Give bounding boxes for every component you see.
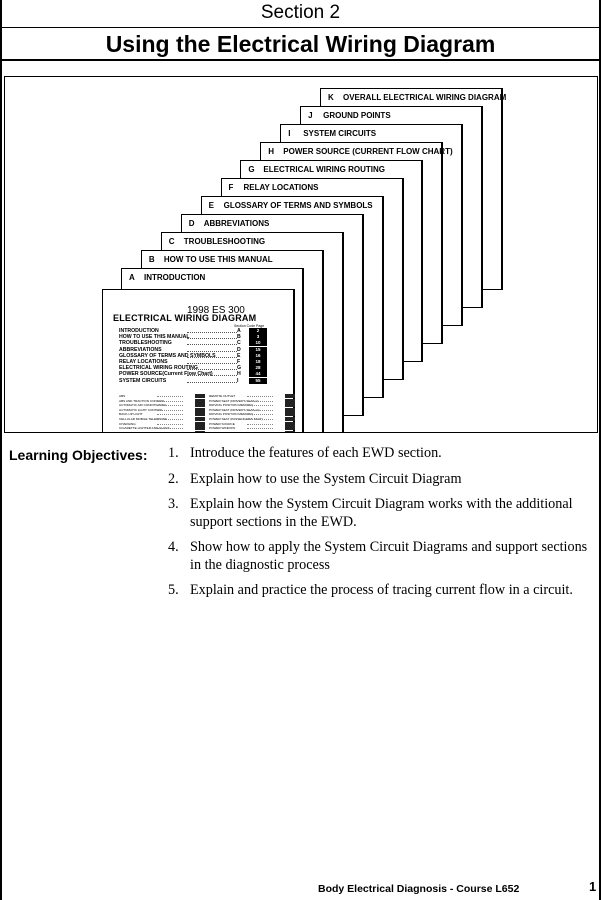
cover-system-row — [119, 426, 205, 430]
cover-system-page-box — [195, 394, 205, 398]
toc-section-letter: D — [237, 346, 241, 353]
cover-system-leader — [247, 419, 273, 420]
section-tab-label: ABBREVIATIONS — [203, 219, 270, 228]
header-rule-thin — [2, 27, 599, 28]
cover-system-page-box — [285, 417, 295, 421]
objective-item — [168, 471, 588, 488]
cover-title: ELECTRICAL WIRING DIAGRAM — [113, 313, 257, 323]
cover-system-page-box — [285, 431, 295, 433]
cover-system-leader — [157, 414, 183, 415]
section-tab-letter: J — [308, 111, 313, 120]
toc-page-number: 28 — [249, 365, 267, 371]
cover-system-page-box — [285, 412, 295, 416]
cover-system-page-box — [195, 403, 205, 407]
cover-system-row — [209, 403, 295, 407]
toc-leader — [187, 363, 237, 364]
cover-system-leader — [247, 414, 273, 415]
objectives-list — [168, 445, 588, 608]
page-title: Using the Electrical Wiring Diagram — [105, 31, 496, 57]
objective-item — [168, 445, 588, 462]
toc-label: POWER SOURCE(Current Flow Chart) — [119, 371, 213, 378]
objective-item — [168, 496, 588, 530]
toc-page-number: 3 — [249, 334, 267, 340]
section-tab-letter: K — [328, 93, 334, 102]
cover-system-page-box — [195, 431, 205, 433]
cover-system-row — [119, 412, 205, 416]
footer-course: Body Electrical Diagnosis - Course L652 — [318, 883, 520, 895]
toc-label: ABBREVIATIONS — [119, 346, 162, 353]
objective-text: Show how to apply the System Circuit Diagrams and support sections in the diagnostic process — [190, 539, 588, 573]
section-label: Section 2 — [260, 2, 341, 23]
cover-system-name: AUTOMATIC AIR CONDITIONING — [119, 403, 167, 408]
cover-system-leader — [157, 419, 183, 420]
cover-system-row — [209, 417, 295, 421]
cover-system-name: CELLULAR MOBILE TELEPHONE — [119, 416, 168, 421]
cover-system-row — [119, 422, 205, 426]
cover-system-name: ABS — [119, 394, 126, 398]
objective-text: Explain how the System Circuit Diagram works with the additional support sections in the EWD. — [190, 496, 573, 530]
toc-leader — [187, 344, 237, 345]
cover-system-row — [209, 408, 295, 412]
toc-leader — [187, 351, 237, 352]
cover-system-name: RADIATOR FAN AND CONDENSER FAN — [209, 430, 267, 433]
cover-system-page-box — [195, 426, 205, 430]
ewd-cover-page — [102, 289, 295, 433]
cover-system-leader — [247, 428, 273, 429]
cover-system-leader — [247, 410, 273, 411]
cover-system-page-box — [195, 412, 205, 416]
cover-system-leader — [247, 401, 273, 402]
cover-column-header: Section Code Page — [234, 324, 265, 328]
toc-page-number: 10 — [249, 340, 267, 346]
objectives-heading: Learning Objectives: — [9, 447, 148, 463]
cover-system-name: POWER SEAT (PASSENGER'S SEAT) — [209, 416, 263, 421]
cover-system-page-box — [285, 426, 295, 430]
section-tab-label: RELAY LOCATIONS — [243, 183, 319, 192]
cover-system-page-box — [195, 408, 205, 412]
cover-system-row — [119, 394, 205, 398]
cover-system-leader — [247, 396, 273, 397]
cover-system-leader — [157, 401, 183, 402]
section-tab-label: INTRODUCTION — [144, 273, 206, 282]
toc-page-number: 15 — [249, 347, 267, 353]
toc-label: SYSTEM CIRCUITS — [119, 377, 167, 384]
toc-section-letter: A — [237, 328, 241, 334]
cover-system-row — [209, 431, 295, 433]
cover-system-row — [119, 399, 205, 403]
toc-label: ELECTRICAL WIRING ROUTING — [119, 365, 198, 372]
section-tab-label: ELECTRICAL WIRING ROUTING — [263, 165, 386, 174]
cover-system-leader — [157, 410, 183, 411]
cover-system-leader — [157, 405, 183, 406]
section-tab-label: HOW TO USE THIS MANUAL — [163, 255, 273, 264]
cover-system-leader — [157, 396, 183, 397]
cover-system-name: CHARGING — [119, 421, 136, 426]
cover-system-row — [209, 394, 295, 398]
cover-system-page-box — [285, 408, 295, 412]
section-tab-letter: E — [208, 201, 214, 210]
objective-number: 3. — [168, 496, 179, 513]
cover-system-name: REMOTE OUTLET — [209, 394, 236, 398]
cover-system-name: POWER SEAT (DRIVER'S SEAT w/o — [209, 407, 260, 412]
cover-toc-row — [119, 378, 269, 385]
cover-systems-left — [119, 394, 205, 433]
cover-system-name: POWER SEAT (DRIVER'S SEAT w/ — [209, 398, 259, 403]
toc-page-number: 44 — [249, 371, 267, 377]
objective-number: 4. — [168, 539, 179, 556]
cover-system-row — [209, 399, 295, 403]
toc-page-number: 2 — [249, 328, 267, 334]
cover-system-row — [119, 403, 205, 407]
toc-section-letter: E — [237, 352, 241, 359]
cover-system-name: POWER SOURCE — [209, 421, 235, 426]
toc-section-letter: H — [237, 371, 241, 378]
section-tab-letter: G — [248, 165, 255, 174]
cover-system-name: DRIVING POSITION MEMORY) — [209, 403, 254, 408]
toc-label: GLOSSARY OF TERMS AND SYMBOLS — [119, 352, 216, 359]
cover-system-page-box — [195, 399, 205, 403]
cover-system-page-box — [285, 422, 295, 426]
cover-system-row — [119, 408, 205, 412]
section-tab-letter: C — [168, 237, 175, 246]
section-tab-label: POWER SOURCE (CURRENT FLOW CHART) — [283, 147, 453, 156]
toc-section-letter: I — [237, 377, 239, 384]
cover-system-name: BACK-UP LIGHT — [119, 412, 143, 417]
objective-text: Introduce the features of each EWD section. — [190, 445, 442, 461]
ewd-sections-figure — [4, 76, 598, 433]
cover-year-model: 1998 ES 300 — [187, 305, 245, 316]
toc-label: INTRODUCTION — [119, 328, 159, 334]
header-rule-thick — [2, 59, 599, 61]
objective-item — [168, 539, 588, 573]
toc-page-number: 18 — [249, 359, 267, 365]
section-tab-label: GLOSSARY OF TERMS AND SYMBOLS — [223, 201, 373, 210]
toc-label: RELAY LOCATIONS — [119, 359, 168, 365]
cover-system-name: ABS AND TRACTION CONTROL — [119, 398, 166, 403]
toc-section-letter: F — [237, 359, 241, 365]
section-tab-letter: A — [129, 273, 135, 282]
section-tab-letter: I — [288, 129, 291, 138]
section-tab-label: OVERALL ELECTRICAL WIRING DIAGRAM — [343, 93, 507, 102]
toc-section-letter: C — [237, 340, 241, 347]
toc-page-number: 55 — [249, 378, 267, 384]
cover-system-row — [209, 422, 295, 426]
section-tab-letter: F — [228, 183, 234, 192]
section-tab-label: TROUBLESHOOTING — [183, 237, 266, 246]
section-tab-letter: B — [148, 255, 155, 264]
objective-number: 2. — [168, 470, 179, 487]
cover-system-leader — [157, 428, 183, 429]
cover-system-name: AUTOMATIC LIGHT CONTROL — [119, 407, 163, 412]
cover-system-name: DRIVING POSITION MEMORY) — [209, 412, 254, 417]
toc-page-number: 16 — [249, 353, 267, 359]
toc-leader — [187, 332, 237, 333]
objective-text: Explain how to use the System Circuit Diagram — [190, 470, 462, 487]
toc-label: TROUBLESHOOTING — [119, 340, 172, 347]
section-tab-letter: H — [268, 147, 275, 156]
cover-system-name: COMBINATION METER — [119, 430, 153, 433]
section-tab-letter: D — [188, 219, 195, 228]
objective-text: Explain and practice the process of tracing current flow in a circuit. — [190, 582, 573, 599]
cover-system-page-box — [195, 422, 205, 426]
page-number: 1 — [589, 879, 597, 894]
toc-label: HOW TO USE THIS MANUAL — [119, 334, 190, 341]
cover-system-page-box — [285, 403, 295, 407]
toc-leader — [187, 369, 237, 370]
cover-system-page-box — [195, 417, 205, 421]
objective-number: 5. — [168, 582, 179, 599]
section-tab-label: GROUND POINTS — [323, 111, 391, 120]
cover-system-row — [209, 426, 295, 430]
cover-system-page-box — [285, 399, 295, 403]
cover-system-leader — [157, 424, 183, 425]
cover-system-name: POWER WINDOW — [209, 426, 236, 431]
toc-section-letter: B — [237, 334, 241, 341]
toc-leader — [187, 375, 237, 376]
section-tab-label: SYSTEM CIRCUITS — [303, 129, 377, 138]
cover-system-name: CIGARETTE LIGHTER AND CLOCK — [119, 426, 170, 431]
cover-system-page-box — [285, 394, 295, 398]
toc-leader — [187, 357, 237, 358]
cover-systems-right — [209, 394, 295, 433]
cover-system-leader — [247, 424, 273, 425]
objective-item — [168, 582, 588, 599]
cover-system-row — [209, 412, 295, 416]
toc-leader — [187, 382, 237, 383]
page-border-left — [0, 0, 2, 900]
toc-leader — [187, 338, 237, 339]
toc-section-letter: G — [237, 365, 242, 372]
cover-system-row — [119, 417, 205, 421]
cover-system-leader — [247, 405, 273, 406]
cover-system-row — [119, 431, 205, 433]
objective-number: 1. — [168, 445, 179, 461]
